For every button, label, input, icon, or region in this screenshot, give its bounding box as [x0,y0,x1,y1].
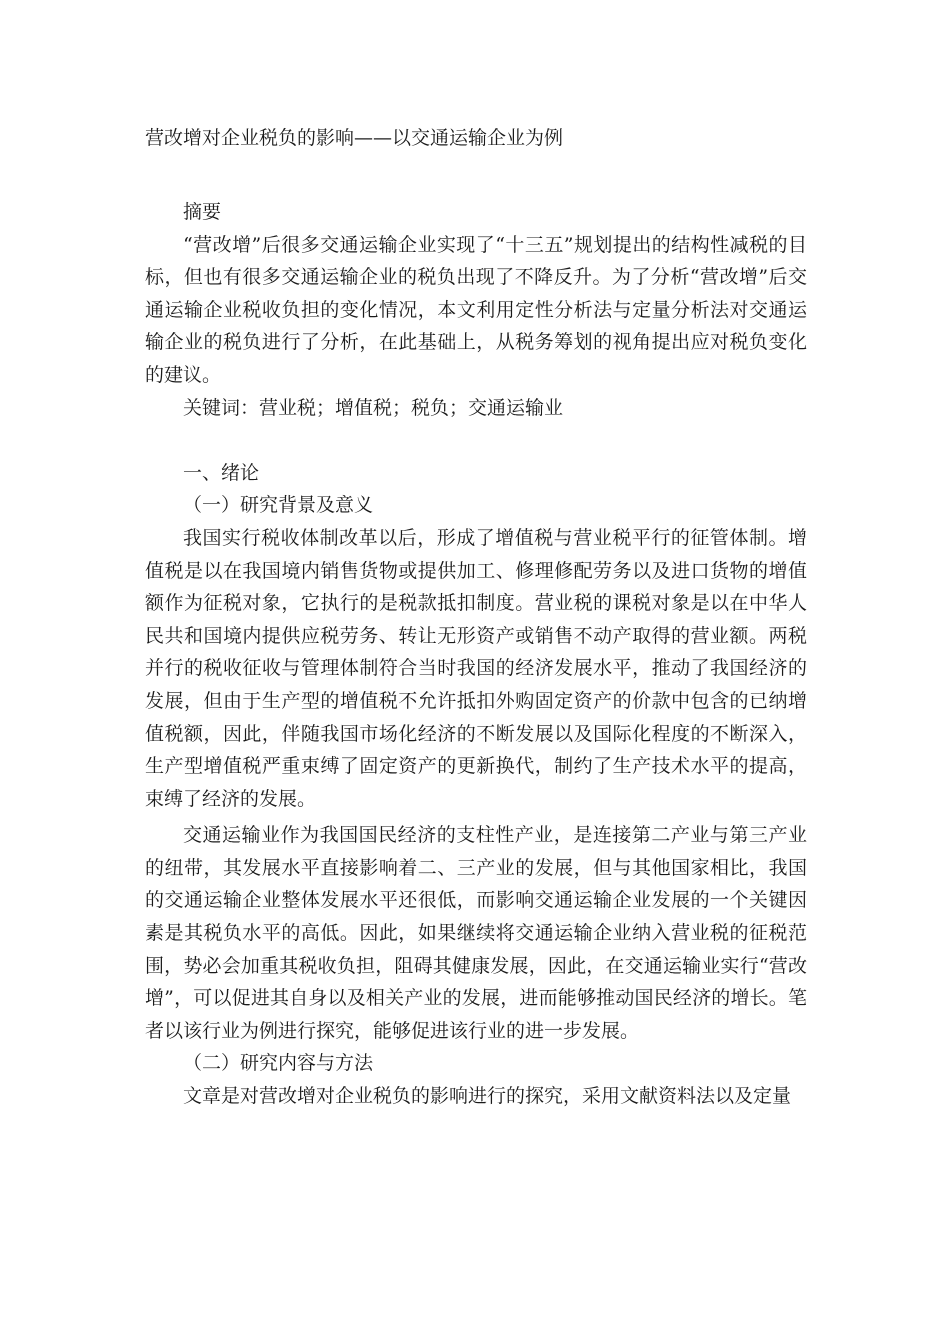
document-title: 营改增对企业税负的影响——以交通运输企业为例 [145,127,564,149]
abstract-heading: 摘要 [183,201,222,223]
methods-paragraph-1: 文章是对营改增对企业税负的影响进行的探究，采用文献资料法以及定量 [183,1085,792,1108]
document-body [145,196,807,1113]
background-paragraph-2: 交通运输业作为我国国民经济的支柱性产业，是连接第二产业与第三产业的纽带，其发展水平直接影响着二、三产业的发展，但与其他国家相比，我国的交通运输企业整体发展水平还很低，而影响交通运输企业发展的一个关键因素是其税负水平的高低。因此，如果继续将交通运输企业纳入营业税的征税范围，势必会加重其税收负担，阻碍其健康发展，因此，在交通运输业实行“营改增”，可以促进其自身以及相关产业的发展，进而能够推动国民经济的增长。笔者以该行业为例进行探究，能够促进该行业的进一步发展。 [145,824,807,1042]
keywords-line: 关键词：营业税；增值税；税负；交通运输业 [183,396,564,419]
subsection-heading-background: （一）研究背景及意义 [183,494,374,517]
section-spacer [145,424,807,457]
abstract-paragraph: “营改增”后很多交通运输企业实现了“十三五”规划提出的结构性减税的目标，但也有很多交通运输企业的税负出现了不降反升。为了分析“营改增”后交通运输企业税收负担的变化情况，本文利用定性分析法与定量分析法对交通运输企业的税负进行了分析，在此基础上，从税务筹划的视角提出应对税负变化的建议。 [145,233,807,386]
section-heading-introduction: 一、绪论 [183,461,260,484]
subsection-heading-methods: （二）研究内容与方法 [183,1052,374,1075]
background-paragraph-1: 我国实行税收体制改革以后，形成了增值税与营业税平行的征管体制。增值税是以在我国境内销售货物或提供加工、修理修配劳务以及进口货物的增值额作为征税对象，它执行的是税款抵扣制度。营业税的课税对象是以在中华人民共和国境内提供应税劳务、转让无形资产或销售不动产取得的营业额。两税并行的税收征收与管理体制符合当时我国的经济发展水平，推动了我国经济的发展，但由于生产型的增值税不允许抵扣外购固定资产的价款中包含的已纳增值税额，因此，伴随我国市场化经济的不断发展以及国际化程度的不断深入，生产型增值税严重束缚了固定资产的更新换代，制约了生产技术水平的提高，束缚了经济的发展。 [145,526,807,810]
